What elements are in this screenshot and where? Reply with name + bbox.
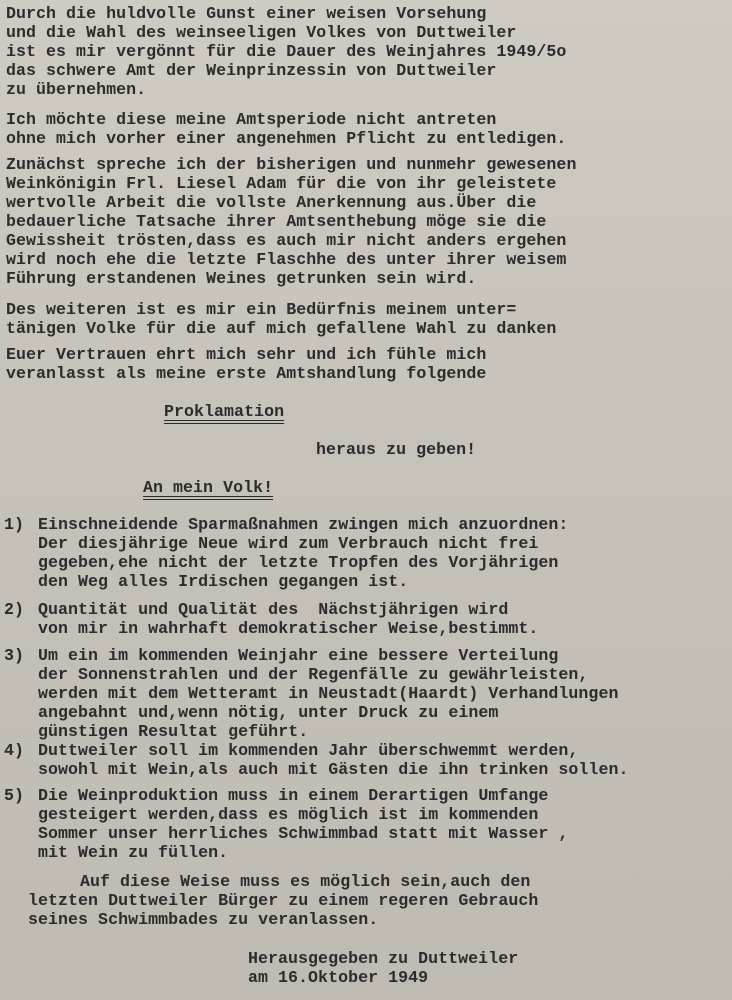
text-line: Quantität und Qualität des Nächstjährigen wird <box>38 600 509 619</box>
text-line: ohne mich vorher einer angenehmen Pflicht zu entledigen. <box>6 129 567 148</box>
item-number: 5) <box>4 786 24 805</box>
text-line: sowohl mit Wein,als auch mit Gästen die ihn trinken sollen. <box>38 760 629 779</box>
text-line: angebahnt und,wenn nötig, unter Druck zu einem <box>38 703 499 722</box>
text-line: Der diesjährige Neue wird zum Verbrauch nicht frei <box>38 534 539 553</box>
heading-text: Proklamation <box>164 402 285 421</box>
text-line: Einschneidende Sparmaßnahmen zwingen mich anzuordnen: <box>38 515 569 534</box>
text-line: Euer Vertrauen ehrt mich sehr und ich fühle mich <box>6 345 487 364</box>
proclamation-heading <box>164 402 284 421</box>
text-line: werden mit dem Wetteramt in Neustadt(Haardt) Verhandlungen <box>38 684 619 703</box>
text-line: Um ein im kommenden Weinjahr eine bessere Verteilung <box>38 646 559 665</box>
text-line: zu übernehmen. <box>6 80 147 99</box>
text-line: wertvolle Arbeit die vollste Anerkennung aus.Über die <box>6 193 537 212</box>
text-line: der Sonnenstrahlen und der Regenfälle zu gewährleisten, <box>38 665 589 684</box>
item-number: 1) <box>4 515 24 534</box>
proclamation-tail <box>316 440 476 459</box>
text-line: seines Schwimmbades zu veranlassen. <box>28 910 379 929</box>
text-line: bedauerliche Tatsache ihrer Amtsenthebung möge sie die <box>6 212 547 231</box>
text-line: tänigen Volke für die auf mich gefallene Wahl zu danken <box>6 319 557 338</box>
text-line: Gewissheit trösten,dass es auch mir nicht anders ergehen <box>6 231 567 250</box>
text-line: Führung erstandenen Weines getrunken sein wird. <box>6 269 477 288</box>
text-line: Ich möchte diese meine Amtsperiode nicht antreten <box>6 110 497 129</box>
item-number: 2) <box>4 600 24 619</box>
item-number: 4) <box>4 741 24 760</box>
text-line: mit Wein zu füllen. <box>38 843 229 862</box>
text-line: Weinkönigin Frl. Liesel Adam für die von ihr geleistete <box>6 174 557 193</box>
people-heading <box>143 478 273 497</box>
text-line: gegeben,ehe nicht der letzte Tropfen des Vorjährigen <box>38 553 559 572</box>
text-line: von mir in wahrhaft demokratischer Weise,bestimmt. <box>38 619 539 638</box>
issued-date: am 16.Oktober 1949 <box>248 968 429 987</box>
text-line: letzten Duttweiler Bürger zu einem regeren Gebrauch <box>28 891 539 910</box>
text-line: günstigen Resultat geführt. <box>38 722 309 741</box>
thanks-people-paragraph <box>6 300 556 338</box>
text-line: Sommer unser herrliches Schwimmbad statt mit Wasser , <box>38 824 569 843</box>
text-line: gesteigert werden,dass es möglich ist im kommenden <box>38 805 539 824</box>
text-line: und die Wahl des weinseeligen Volkes von Duttweiler <box>6 23 517 42</box>
text-line: wird noch ehe die letzte Flaschhe des unter ihrer weisem <box>6 250 567 269</box>
text-line: das schwere Amt der Weinprinzessin von Duttweiler <box>6 61 497 80</box>
text-line: veranlasst als meine erste Amtshandlung folgende <box>6 364 487 383</box>
text-line: den Weg alles Irdischen gegangen ist. <box>38 572 409 591</box>
text-line: Auf diese Weise muss es möglich sein,auch den <box>80 872 531 891</box>
issued-place: Herausgegeben zu Duttweiler <box>248 949 519 968</box>
text-line: ist es mir vergönnt für die Dauer des Weinjahres 1949/5o <box>6 42 567 61</box>
closing-paragraph <box>28 872 538 929</box>
trust-paragraph <box>6 345 486 383</box>
text-line: Zunächst spreche ich der bisherigen und nunmehr gewesenen <box>6 155 577 174</box>
item-number: 3) <box>4 646 24 665</box>
intro-paragraph <box>6 4 566 99</box>
text-line: heraus zu geben! <box>316 440 477 459</box>
duty-paragraph <box>6 110 566 148</box>
text-line: Duttweiler soll im kommenden Jahr überschwemmt werden, <box>38 741 579 760</box>
signature-block <box>248 949 518 987</box>
text-line: Durch die huldvolle Gunst einer weisen Vorsehung <box>6 4 487 23</box>
thanks-former-queen-paragraph <box>6 155 576 288</box>
text-line: Des weiteren ist es mir ein Bedürfnis meinem unter= <box>6 300 517 319</box>
text-line: Die Weinproduktion muss in einem Derartigen Umfange <box>38 786 549 805</box>
heading-text: An mein Volk! <box>143 478 274 497</box>
